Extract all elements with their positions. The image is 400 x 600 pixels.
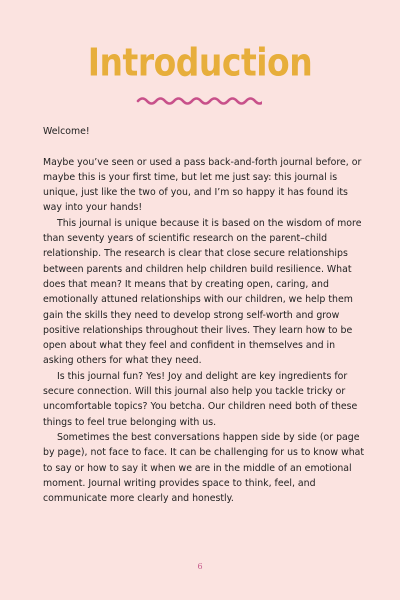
paragraph-gap [43, 139, 365, 154]
paragraph-3: Is this journal fun? Yes! Joy and delight are key ingredients for secure connection. Will this journal also help you tackle tricky or uncomfortable topics? You betcha. Our children need both of these things to feel true belonging with us. [43, 370, 358, 428]
greeting-text: Welcome! [43, 126, 90, 137]
decorative-wave-divider [136, 94, 262, 108]
page-title: Introduction [87, 40, 313, 85]
paragraph-4: Sometimes the best conversations happen side by side (or page by page), not face to face. It can be challenging for us to know what to say or how to say it when we are in the middle of an emotional moment. Journal writing provides space to think, feel, and communicate more clearly and honestly. [43, 431, 365, 505]
paragraph-2: This journal is unique because it is based on the wisdom of more than seventy years of scientific research on the parent–child relationship. The research is clear that close secure relationships between parents and children help children build resilience. What does that mean? It means that by creating open, caring, and emotionally attuned relationships with our children, we help them gain the skills they need to develop strong self-worth and grow positive relationships throughout their lives. They learn how to be open about what they feel and confident in themselves and in asking others for what they need. [43, 217, 362, 367]
body-text [43, 124, 365, 506]
page-number: 6 [197, 562, 203, 571]
paragraph-1: Maybe you’ve seen or used a pass back-and-forth journal before, or maybe this is your first time, but let me just say: this journal is unique, just like the two of you, and I’m so happy it has found its way into your hands! [43, 156, 362, 214]
